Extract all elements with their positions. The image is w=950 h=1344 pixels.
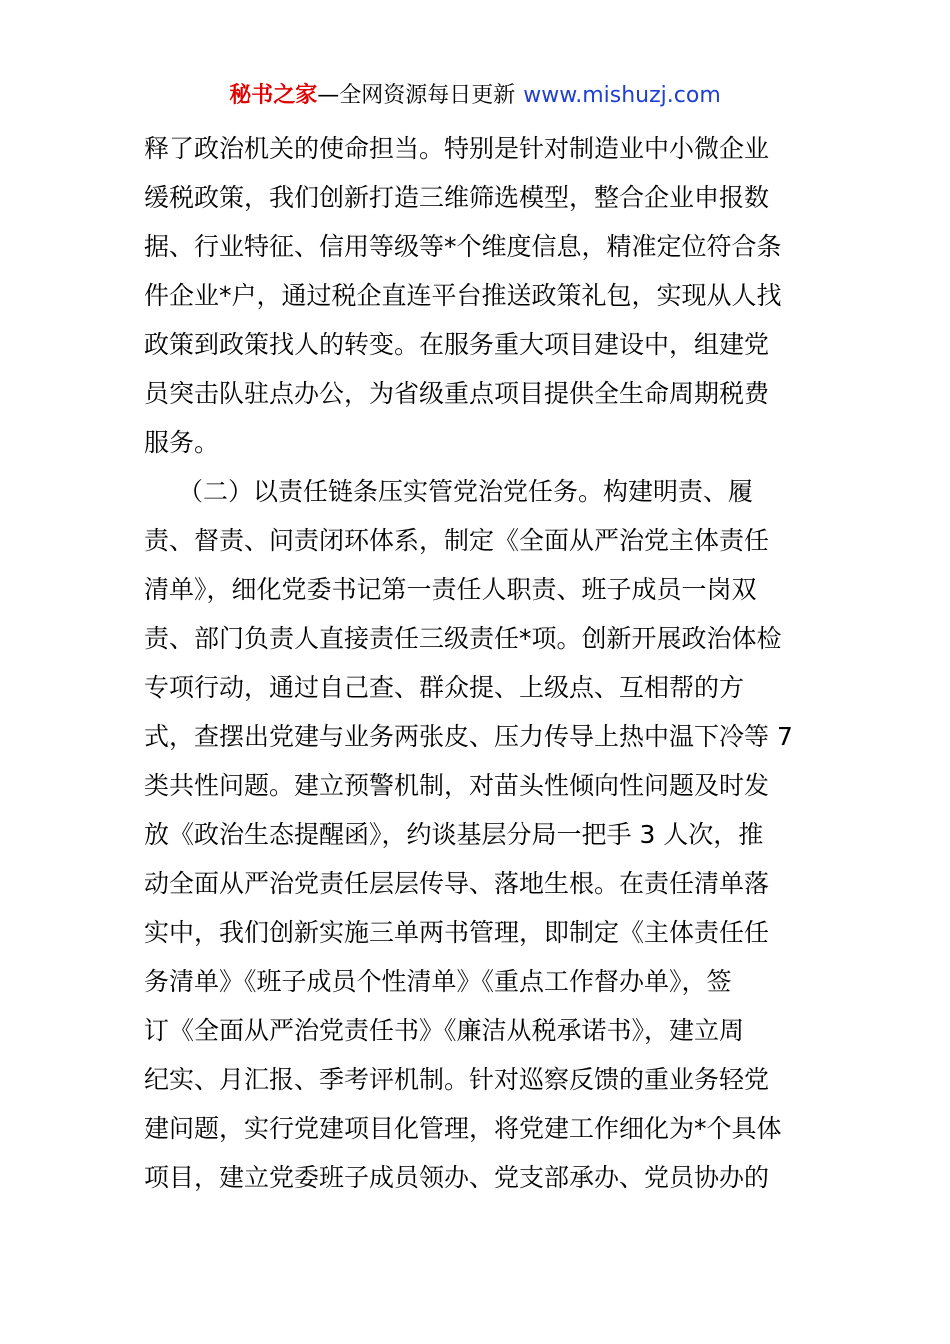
paragraph-start-line: （二）以责任链条压实管党治党任务。构建明责、履 [178,477,754,506]
text-line: 动全面从严治党责任层层传导、落地生根。在责任清单落 [144,869,770,898]
text-line: 释了政治机关的使命担当。特别是针对制造业中小微企业 [144,134,770,163]
text-line: 责、督责、问责闭环体系，制定《全面从严治党主体责任 [144,526,770,555]
text-line: 缓税政策，我们创新打造三维筛选模型，整合企业申报数 [144,183,770,212]
brand-name: 秘书之家 [229,83,318,108]
text-line: 责、部门负责人直接责任三级责任*项。创新开展政治体检 [144,624,782,653]
text-line: 类共性问题。建立预警机制，对苗头性倾向性问题及时发 [144,771,770,800]
text-line: 建问题，实行党建项目化管理，将党建工作细化为*个具体 [144,1114,782,1143]
text-line: 清单》，细化党委书记第一责任人职责、班子成员一岗双 [144,575,757,604]
text-line: 服务。 [144,428,220,457]
text-line: 件企业*户，通过税企直连平台推送政策礼包，实现从人找 [144,281,782,310]
text-line: 员突击队驻点办公，为省级重点项目提供全生命周期税费 [144,379,770,408]
text-line: 式，查摆出党建与业务两张皮、压力传导上热中温下冷等 7 [144,722,793,751]
text-line: 项目，建立党委班子成员领办、党支部承办、党员协办的 [144,1163,770,1192]
text-line: 放《政治生态提醒函》，约谈基层分局一把手 3 人次，推 [144,820,764,849]
site-header [0,80,950,112]
text-line: 据、行业特征、信用等级等*个维度信息，精准定位符合条 [144,232,782,261]
header-tagline: —全网资源每日更新 [317,83,516,108]
text-line: 政策到政策找人的转变。在服务重大项目建设中，组建党 [144,330,770,359]
text-line: 专项行动，通过自己查、群众提、上级点、互相帮的方 [144,673,745,702]
site-url-link[interactable]: www.mishuzj.com [523,83,721,108]
text-line: 订《全面从严治党责任书》《廉洁从税承诺书》，建立周 [144,1016,745,1045]
text-line: 实中，我们创新实施三单两书管理，即制定《主体责任任 [144,918,770,947]
text-line: 务清单》《班子成员个性清单》《重点工作督办单》，签 [144,967,732,996]
text-line: 纪实、月汇报、季考评机制。针对巡察反馈的重业务轻党 [144,1065,770,1094]
